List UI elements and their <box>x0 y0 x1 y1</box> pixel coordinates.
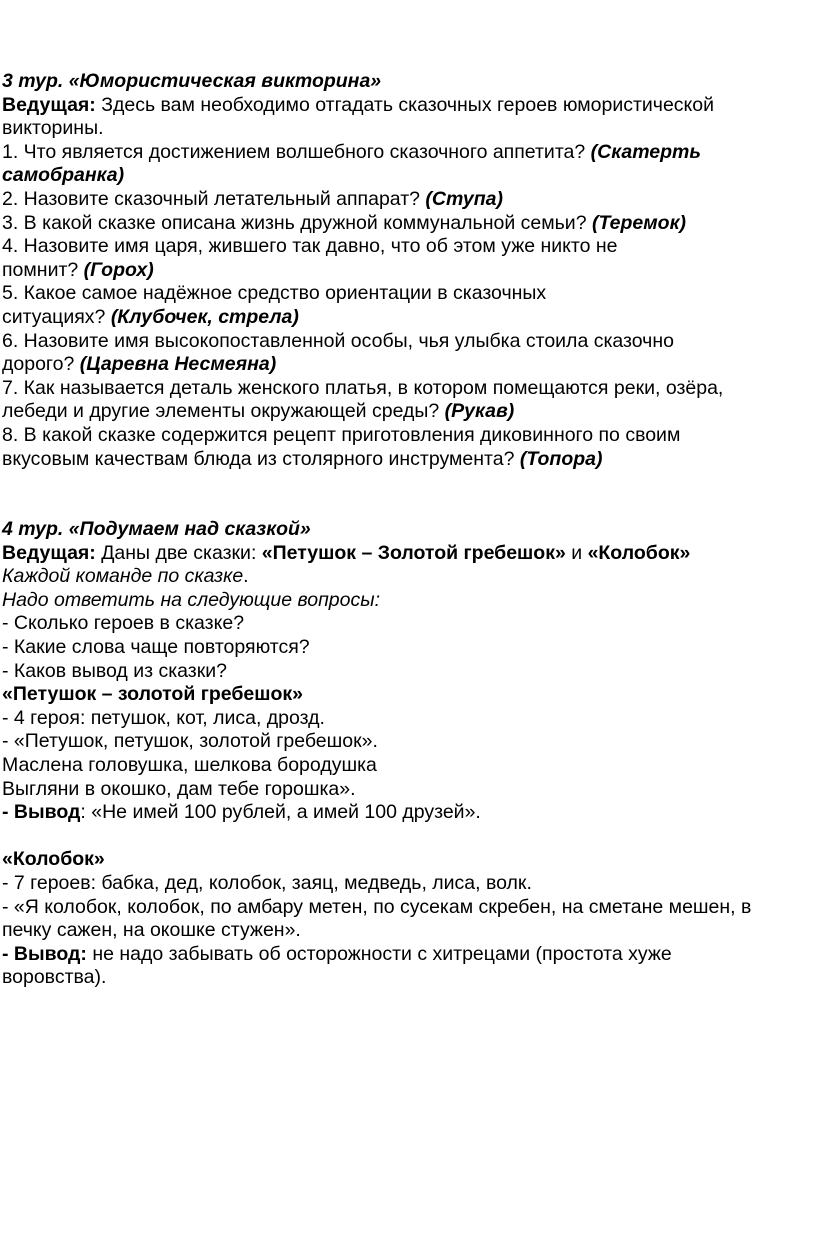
answer: (Рукав) <box>444 400 515 423</box>
discussion-question: - Сколько героев в сказке? <box>2 612 245 635</box>
question-8: 8. В какой сказке содержится рецепт приготовления диковинного по своим <box>2 423 681 446</box>
discussion-question: - Каков вывод из сказки? <box>2 659 228 682</box>
petushok-conclusion <box>2 801 806 825</box>
petushok-words: - «Петушок, петушок, золотой гребешок». <box>2 730 378 753</box>
tour3-host-intro <box>2 94 806 118</box>
question-text: дорого? <box>2 353 80 376</box>
kolobok-conclusion-cont: воровства). <box>2 966 107 989</box>
host-label: Ведущая: <box>2 93 96 116</box>
question-1 <box>2 141 806 165</box>
host-text: Даны две сказки: <box>95 541 262 564</box>
question-2 <box>2 188 806 212</box>
answer: (Топора) <box>519 447 603 470</box>
kolobok-words: печку сажен, на окошке стужен». <box>2 919 301 942</box>
question-text: вкусовым качествам блюда из столярного инструмента? <box>2 447 520 470</box>
petushok-title: «Петушок – золотой гребешок» <box>2 683 304 706</box>
discussion-question: - Какие слова чаще повторяются? <box>2 636 310 659</box>
question-text: 2. Назовите сказочный летательный аппарат? <box>2 187 426 210</box>
instruction-1 <box>2 565 806 589</box>
instruction-text: Каждой команде по сказке <box>2 565 244 588</box>
tour3-host-intro-cont: викторины. <box>2 117 104 140</box>
question-5: 5. Какое самое надёжное средство ориентации в сказочных <box>2 282 547 305</box>
tale-1-name: «Петушок – Золотой гребешок» <box>261 541 566 564</box>
tour3-title: 3 тур. «Юмористическая викторина» <box>2 70 382 92</box>
petushok-heroes: - 4 героя: петушок, кот, лиса, дрозд. <box>2 706 325 729</box>
spacer <box>2 825 806 849</box>
question-7: 7. Как называется деталь женского платья, в котором помещаются реки, озёра, <box>2 376 724 399</box>
answer: (Царевна Несмеяна) <box>79 353 277 376</box>
question-text: ситуациях? <box>2 305 111 328</box>
conclusion-text: : «Не имей 100 рублей, а имей 100 друзей». <box>80 801 481 824</box>
question-3 <box>2 212 806 236</box>
question-text: 1. Что является достижением волшебного сказочного аппетита? <box>2 140 591 163</box>
answer: (Теремок) <box>591 211 686 234</box>
conjunction: и <box>565 541 588 564</box>
question-4: 4. Назовите имя царя, жившего так давно, что об этом уже никто не <box>2 235 618 258</box>
instruction-2: Надо ответить на следующие вопросы: <box>2 588 381 611</box>
host-text: Здесь вам необходимо отгадать сказочных героев юмористической <box>95 93 715 116</box>
answer: (Горох) <box>83 258 154 281</box>
conclusion-text: не надо забывать об осторожности с хитрецами (простота хуже <box>86 942 672 965</box>
kolobok-conclusion <box>2 943 806 967</box>
question-text: лебеди и другие элементы окружающей среды? <box>2 400 445 423</box>
tale-2-name: «Колобок» <box>587 541 691 564</box>
tour4-title: 4 тур. «Подумаем над сказкой» <box>2 518 311 541</box>
kolobok-words: - «Я колобок, колобок, по амбару метен, по сусекам скребен, на сметане мешен, в <box>2 895 752 918</box>
question-5-cont <box>2 306 806 330</box>
host-label: Ведущая: <box>2 541 96 564</box>
answer: (Скатерть <box>590 140 701 163</box>
answer: (Ступа) <box>425 187 503 210</box>
kolobok-heroes: - 7 героев: бабка, дед, колобок, заяц, медведь, лиса, волк. <box>2 872 532 894</box>
question-text: 3. В какой сказке описана жизнь дружной коммунальной семьи? <box>2 211 592 234</box>
question-8-cont <box>2 448 806 472</box>
answer: (Клубочек, стрела) <box>110 305 299 328</box>
question-7-cont <box>2 400 806 424</box>
tour4-host-intro <box>2 542 806 566</box>
spacer <box>2 471 806 518</box>
conclusion-label: - Вывод <box>2 801 81 824</box>
question-6-cont <box>2 353 806 377</box>
answer-cont: самобранка) <box>2 164 125 187</box>
conclusion-label: - Вывод: <box>2 942 87 965</box>
petushok-words: Маслена головушка, шелкова бородушка <box>2 754 377 777</box>
instruction-end: . <box>243 565 249 588</box>
question-6: 6. Назовите имя высокопоставленной особы, чья улыбка стоила сказочно <box>2 329 674 352</box>
question-4-cont <box>2 259 806 283</box>
petushok-words: Выгляни в окошко, дам тебе горошка». <box>2 777 356 800</box>
kolobok-title: «Колобок» <box>2 848 105 871</box>
question-text: помнит? <box>2 258 84 281</box>
